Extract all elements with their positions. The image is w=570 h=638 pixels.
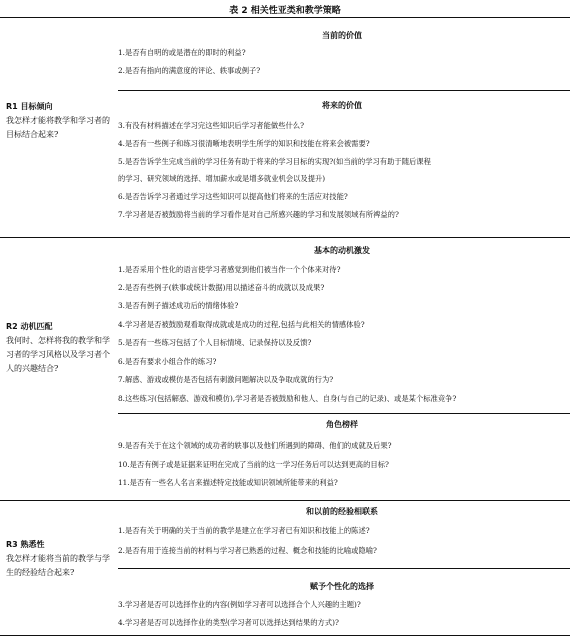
subheading: 赋予个性化的选择: [310, 582, 374, 591]
row-code: R1 目标倾向: [6, 102, 53, 111]
subheading: 当前的价值: [322, 31, 362, 40]
question-item: 7.解惑、游戏或模仿是否包括有刺激问题解决以及争取成就的行为?: [118, 375, 334, 384]
subsection-rule: [118, 568, 570, 569]
question-item: 6.是否告诉学习者通过学习这些知识可以提高他们将来的生活应对技能?: [118, 192, 348, 201]
question-item: 1.是否有关于明确的关于当前的教学是建立在学习者已有知识和技能上的陈述?: [118, 526, 370, 535]
question-item: 2.是否有指向的满意度的评论、轶事或例子?: [118, 66, 261, 75]
question-item: 2.是否有用于连接当前的材料与学习者已熟悉的过程、概念和技能的比喻或隐喻?: [118, 546, 377, 555]
subsection-rule: [118, 413, 570, 414]
row-label-r1: [6, 100, 110, 142]
question-item: 6.是否有要求小组合作的练习?: [118, 357, 217, 366]
question-item: 5.是否有一些练习包括了个人目标情境、记录保持以及反馈?: [118, 338, 312, 347]
row-question: 我何时、怎样将我的教学和学习者的学习风格以及学习者个人的兴趣结合?: [6, 336, 110, 373]
question-item: 4.学习者是否可以选择作业的类型(学习者可以选择达到结果的方式)?: [118, 618, 339, 627]
table-bottom-rule: [0, 635, 570, 636]
question-item: 8.这些练习(包括解惑、游戏和模仿),学习者是否被鼓励和他人、自身(与自己的记录)、或是某个标准竞争?: [118, 394, 457, 403]
subheading: 将来的价值: [322, 101, 362, 110]
question-item: 的学习、研究领域的选择、增加薪水或是增多就业机会以及提升): [118, 174, 326, 183]
row-code: R3 熟悉性: [6, 540, 45, 549]
row-separator: [0, 500, 570, 501]
question-item: 3.是否有例子描述成功后的情绪体验?: [118, 301, 239, 310]
question-item: 1.是否采用个性化的语言使学习者感觉到他们被当作一个个体来对待?: [118, 265, 341, 274]
row-question: 我怎样才能将教学和学习者的目标结合起来?: [6, 116, 110, 139]
subheading: 角色榜样: [326, 420, 358, 429]
row-separator: [0, 237, 570, 238]
row-code: R2 动机匹配: [6, 322, 53, 331]
question-item: 2.是否有些例子(轶事或统计数据)用以描述奋斗的成就以及成果?: [118, 283, 325, 292]
question-item: 4.学习者是否被鼓励观看取得成就或是成功的过程,包括与此相关的情感体验?: [118, 320, 365, 329]
table-title: 表 2 相关性亚类和教学策略: [229, 6, 341, 16]
question-item: 11.是否有一些名人名言来描述特定技能或知识领域所能带来的利益?: [118, 478, 338, 487]
table-top-rule: [0, 17, 570, 18]
row-question: 我怎样才能将当前的教学与学生的经验结合起来?: [6, 554, 110, 577]
question-item: 10.是否有例子或是证据来证明在完成了当前的这一学习任务后可以达到更高的目标?: [118, 460, 389, 469]
question-item: 4.是否有一些例子和练习很清晰地表明学生所学的知识和技能在将来会被需要?: [118, 139, 370, 148]
question-item: 7.学习者是否被鼓励将当前的学习看作是对自己所感兴趣的学习和发展领域有所裨益的?: [118, 210, 399, 219]
subsection-rule: [118, 90, 570, 91]
question-item: 3.学习者是否可以选择作业的内容(例如学习者可以选择合个人兴趣的主题)?: [118, 600, 361, 609]
question-item: 9.是否有关于在这个领域的成功者的轶事以及他们所遇到的障碍、他们的成就及后果?: [118, 441, 392, 450]
subheading: 基本的动机激发: [314, 246, 370, 255]
row-label-r2: [6, 320, 110, 376]
row-label-r3: [6, 538, 110, 580]
question-item: 5.是否告诉学生完成当前的学习任务有助于将来的学习目标的实现?(如当前的学习有助于随后课程: [118, 157, 431, 166]
question-item: 1.是否有自明的或是潜在的即时的利益?: [118, 48, 246, 57]
subheading: 和以前的经验相联系: [306, 507, 378, 516]
question-item: 3.有没有材料描述在学习完这些知识后学习者能做些什么?: [118, 121, 304, 130]
